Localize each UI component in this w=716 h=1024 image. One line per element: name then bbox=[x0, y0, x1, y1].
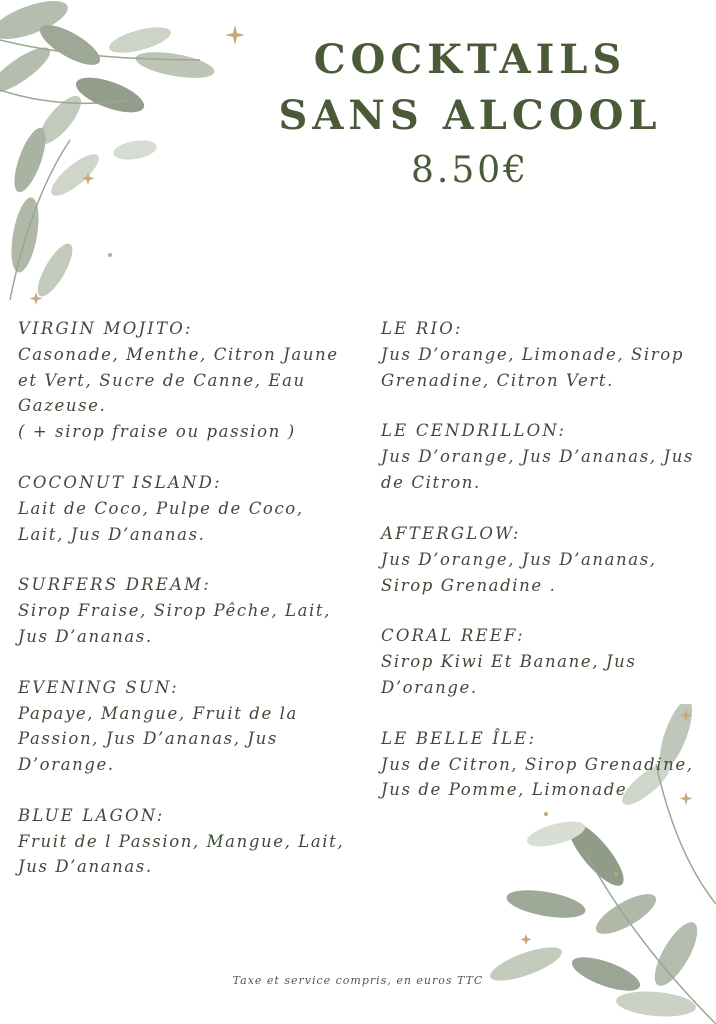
menu-item-name: SURFERS DREAM: bbox=[18, 575, 211, 595]
menu-item-description: Jus de Citron, Sirop Grenadine, Jus de Pomme, Limonade bbox=[381, 754, 694, 800]
menu-item-name: LE RIO: bbox=[381, 319, 463, 338]
menu-item-name: LE BELLE ÎLE: bbox=[381, 728, 537, 748]
price-label: 8.50€ bbox=[410, 150, 530, 191]
menu-column-left bbox=[18, 316, 348, 905]
menu-item-name: EVENING SUN: bbox=[18, 677, 179, 697]
menu-item-description: Lait de Coco, Pulpe de Coco, Lait, Jus D’ananas. bbox=[18, 498, 304, 544]
menu-item bbox=[18, 316, 348, 445]
menu-item-description: Casonade, Menthe, Citron Jaune et Vert, Sucre de Canne, Eau Gazeuse. bbox=[18, 345, 339, 416]
menu-item-note: ( + sirop fraise ou passion ) bbox=[18, 422, 296, 442]
page-title-line2: SANS ALCOOL bbox=[278, 92, 662, 139]
menu-item-name: BLUE LAGON: bbox=[18, 805, 165, 825]
menu-item bbox=[18, 675, 348, 778]
menu-item bbox=[381, 726, 701, 803]
menu-item-description: Fruit de l Passion, Mangue, Lait, Jus D’ananas. bbox=[18, 831, 345, 877]
menu-item-description: Jus D’orange, Jus D’ananas, Sirop Grenadine . bbox=[381, 549, 657, 595]
menu-item-description: Sirop Kiwi Et Banane, Jus D’orange. bbox=[381, 652, 637, 697]
leaf-branch-decoration-icon bbox=[0, 0, 270, 320]
menu-item-name: COCONUT ISLAND: bbox=[18, 472, 222, 492]
menu-item bbox=[381, 418, 701, 495]
menu-item bbox=[18, 803, 348, 880]
menu-item-description: Papaye, Mangue, Fruit de la Passion, Jus D’ananas, Jus D’orange. bbox=[18, 703, 298, 775]
menu-item-description: Jus D’orange, Limonade, Sirop Grenadine, Citron Vert. bbox=[381, 345, 684, 390]
menu-item bbox=[381, 623, 701, 700]
menu-item-name: CORAL REEF: bbox=[381, 626, 525, 646]
menu-item bbox=[18, 572, 348, 649]
menu-column-right bbox=[381, 316, 701, 828]
menu-item-name: AFTERGLOW: bbox=[381, 523, 521, 543]
menu-item bbox=[381, 521, 701, 598]
menu-item bbox=[381, 316, 701, 393]
menu-item-name: LE CENDRILLON: bbox=[381, 421, 567, 441]
menu-item-description: Sirop Fraise, Sirop Pêche, Lait, Jus D’ananas. bbox=[18, 601, 331, 646]
footer-note: Taxe et service compris, en euros TTC bbox=[232, 974, 484, 987]
menu-item bbox=[18, 470, 348, 547]
menu-item-name: VIRGIN MOJITO: bbox=[18, 319, 193, 338]
page-title-line1: COCKTAILS bbox=[313, 36, 627, 83]
menu-item-description: Jus D’orange, Jus D’ananas, Jus de Citron. bbox=[381, 447, 694, 493]
